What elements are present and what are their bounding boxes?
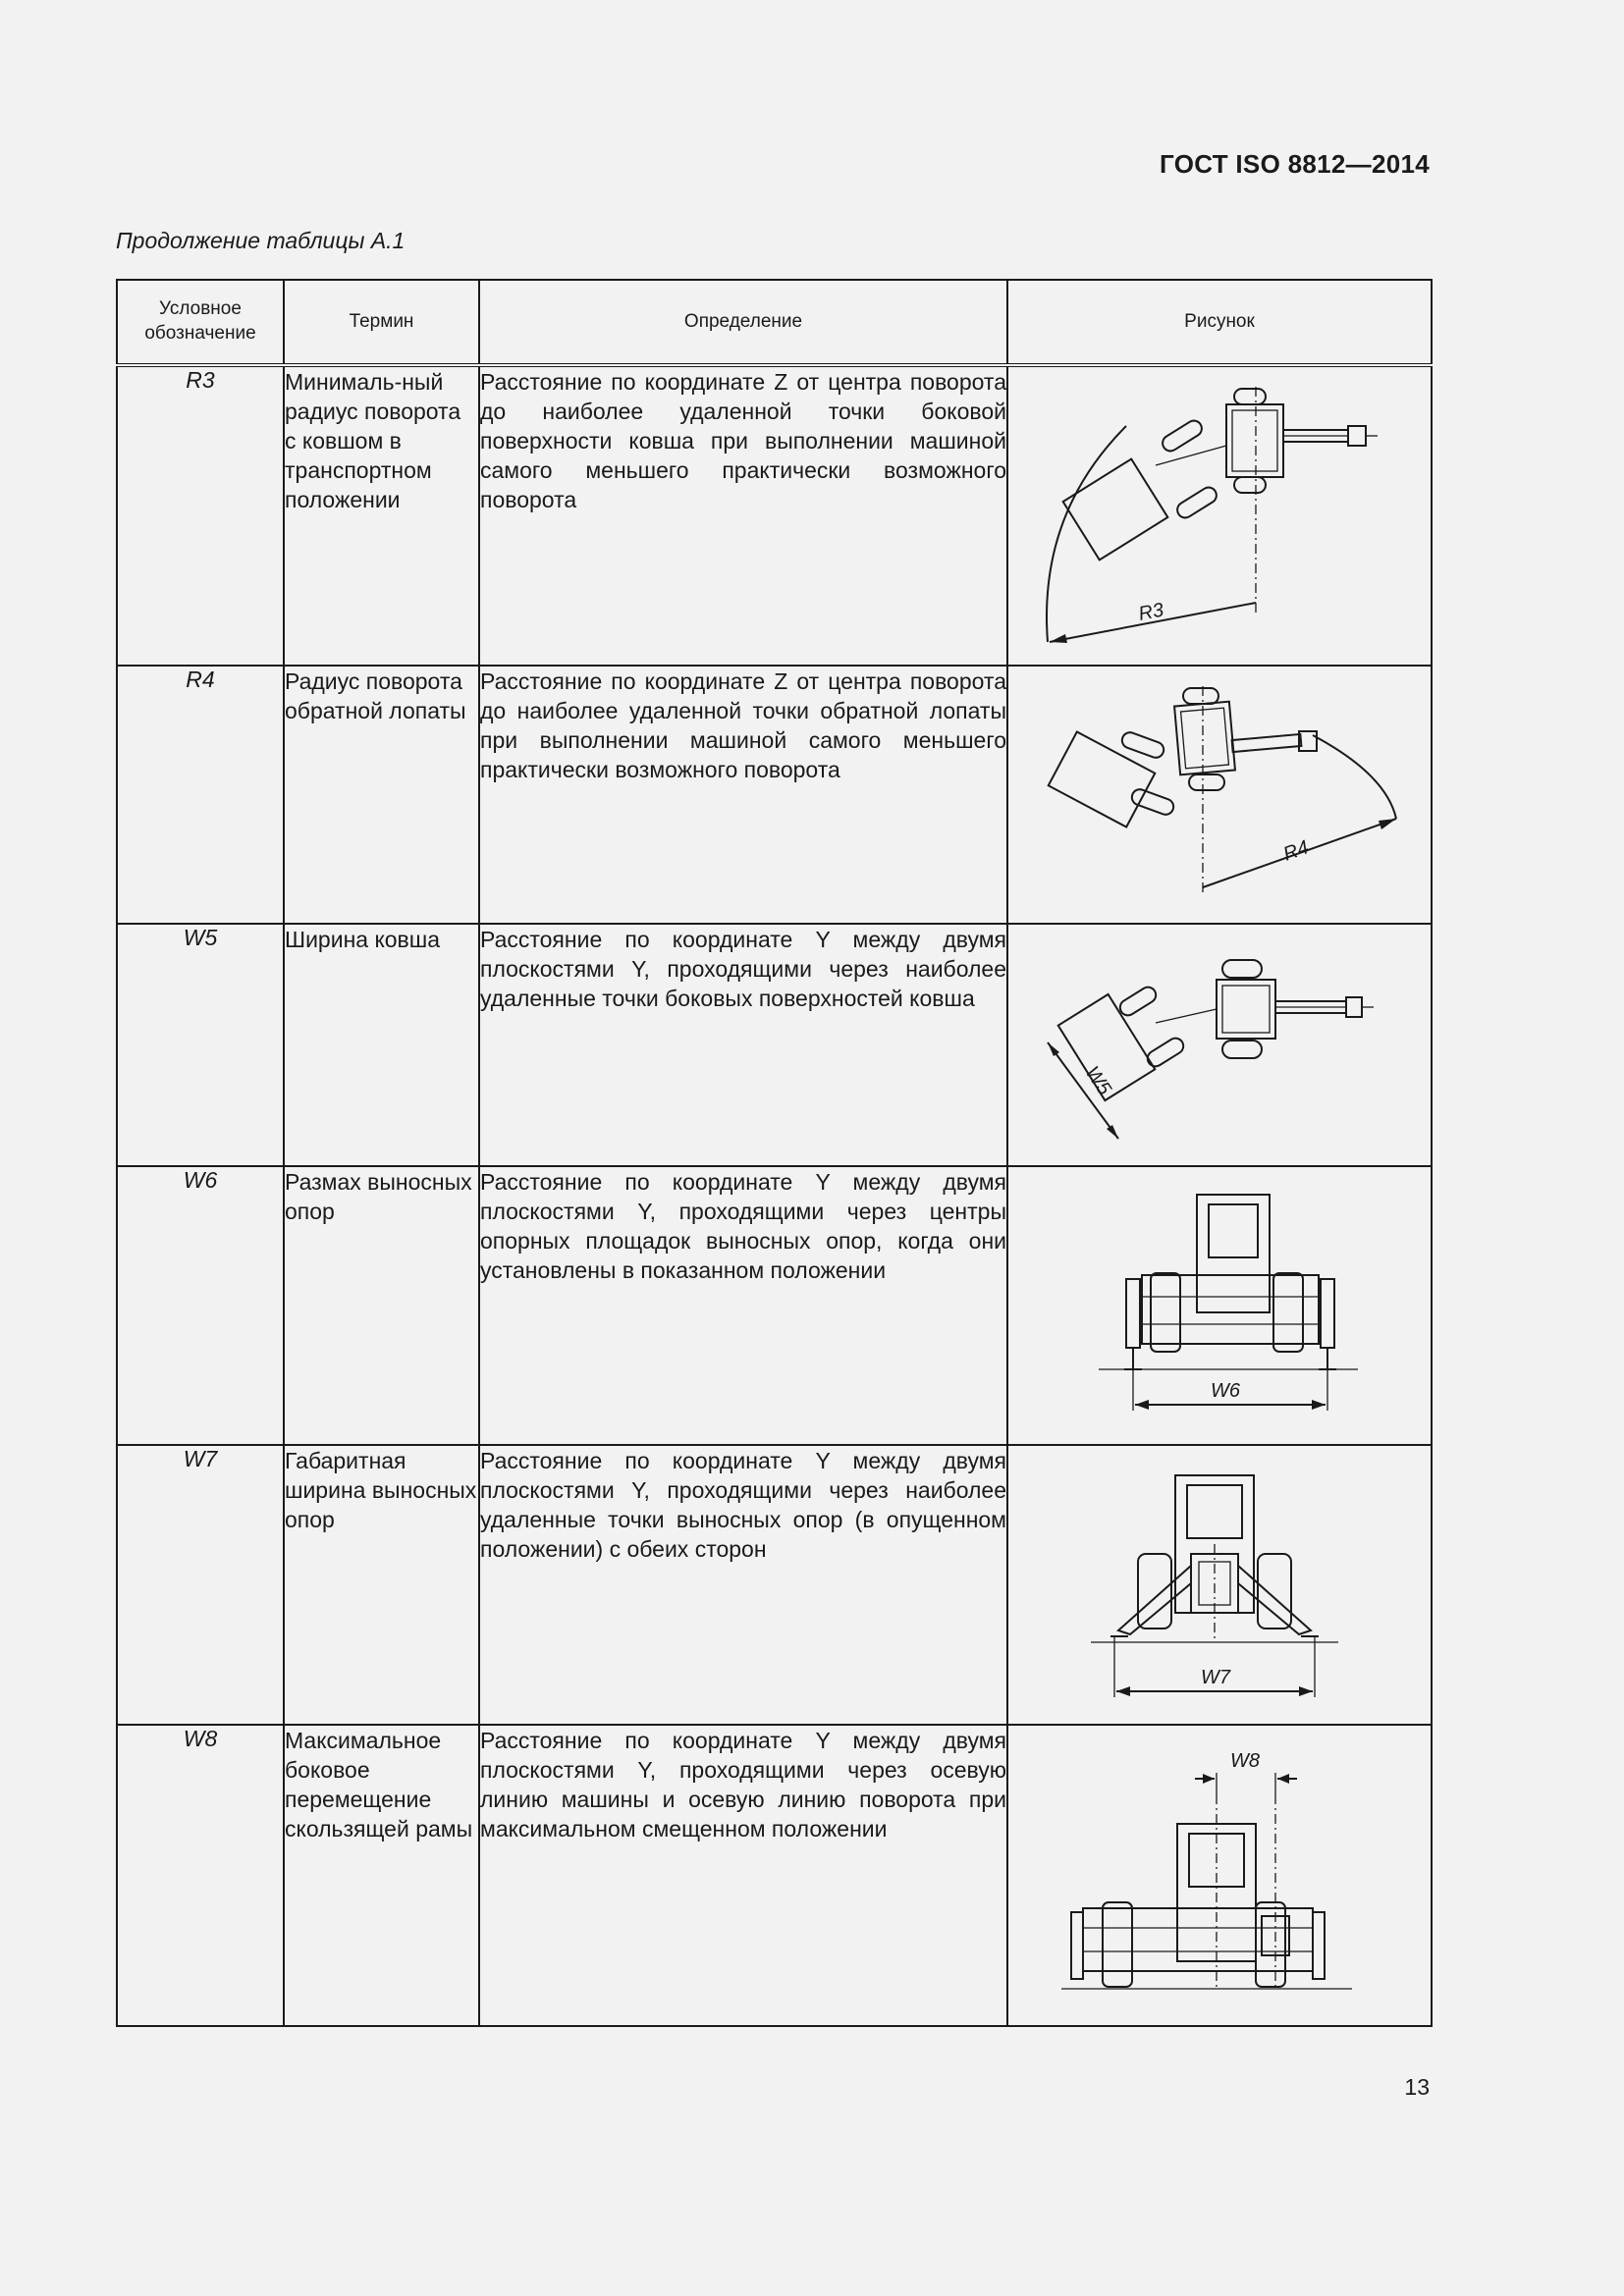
- w8-sideshift-diagram: [1008, 1726, 1433, 2023]
- w5-bucket-width-diagram: [1008, 925, 1433, 1163]
- table-row: [117, 365, 1432, 666]
- definition-cell: Расстояние по координате Y между двумя плоскостями Y, проходящими через наиболее удаленные точки выносных опор (в опущенном положении) с обеих сторон: [479, 1445, 1007, 1725]
- figure-cell: [1007, 1166, 1432, 1445]
- figure-label: R4: [1280, 836, 1312, 866]
- table-row: [117, 1725, 1432, 2026]
- term-cell: Минималь-ный радиус поворота с ковшом в транспортном положении: [284, 365, 479, 666]
- definition-cell: Расстояние по координате Z от центра поворота до наиболее удаленной точки обратной лопаты при выполнении машиной самого меньшего практически возможного поворота: [479, 666, 1007, 924]
- column-header-term: Термин: [284, 280, 479, 365]
- table-row: [117, 924, 1432, 1166]
- symbol-cell: W5: [117, 924, 284, 1166]
- column-header-figure: Рисунок: [1007, 280, 1432, 365]
- term-cell: Габаритная ширина выносных опор: [284, 1445, 479, 1725]
- definition-cell: Расстояние по координате Y между двумя плоскостями Y, проходящими через наиболее удаленные точки боковых поверхностей ковша: [479, 924, 1007, 1166]
- table-row: [117, 1445, 1432, 1725]
- figure-cell: [1007, 666, 1432, 924]
- figure-label: W8: [1230, 1750, 1260, 1772]
- r4-backhoe-radius-diagram: [1008, 667, 1433, 921]
- definition-cell: Расстояние по координате Z от центра поворота до наиболее удаленной точки боковой поверхности ковша при выполнении машиной самого меньшего практически возможного поворота: [479, 365, 1007, 666]
- document-code: ГОСТ ISO 8812—2014: [1160, 149, 1430, 179]
- terms-table: [116, 279, 1433, 2027]
- w7-outrigger-width-diagram: [1008, 1446, 1433, 1722]
- table-row: [117, 666, 1432, 924]
- r3-turning-radius-diagram: [1008, 367, 1433, 664]
- definition-cell: Расстояние по координате Y между двумя плоскостями Y, проходящими через осевую линию машины и осевую линию поворота при максимальном смещенном положении: [479, 1725, 1007, 2026]
- figure-cell: [1007, 1445, 1432, 1725]
- table-header-row: [117, 280, 1432, 365]
- symbol-cell: W7: [117, 1445, 284, 1725]
- figure-label: R3: [1136, 599, 1166, 625]
- figure-cell: [1007, 1725, 1432, 2026]
- table-caption: Продолжение таблицы А.1: [116, 228, 406, 253]
- column-header-definition: Определение: [479, 280, 1007, 365]
- term-cell: Размах выносных опор: [284, 1166, 479, 1445]
- term-cell: Ширина ковша: [284, 924, 479, 1166]
- definition-cell: Расстояние по координате Y между двумя плоскостями Y, проходящими через центры опорных площадок выносных опор, когда они установлены в показанном положении: [479, 1166, 1007, 1445]
- page-number: 13: [1404, 2074, 1430, 2100]
- table-row: [117, 1166, 1432, 1445]
- term-cell: Максимальное боковое перемещение скользящей рамы: [284, 1725, 479, 2026]
- symbol-cell: R3: [117, 365, 284, 666]
- figure-cell: [1007, 924, 1432, 1166]
- figure-label: W7: [1201, 1667, 1230, 1688]
- symbol-cell: W8: [117, 1725, 284, 2026]
- symbol-cell: R4: [117, 666, 284, 924]
- figure-label: W5: [1080, 1062, 1115, 1099]
- term-cell: Радиус поворота обратной лопаты: [284, 666, 479, 924]
- figure-label: W6: [1211, 1380, 1240, 1402]
- figure-cell: [1007, 365, 1432, 666]
- column-header-symbol: Условное обозначение: [117, 280, 284, 365]
- symbol-cell: W6: [117, 1166, 284, 1445]
- w6-outrigger-span-diagram: [1008, 1167, 1433, 1442]
